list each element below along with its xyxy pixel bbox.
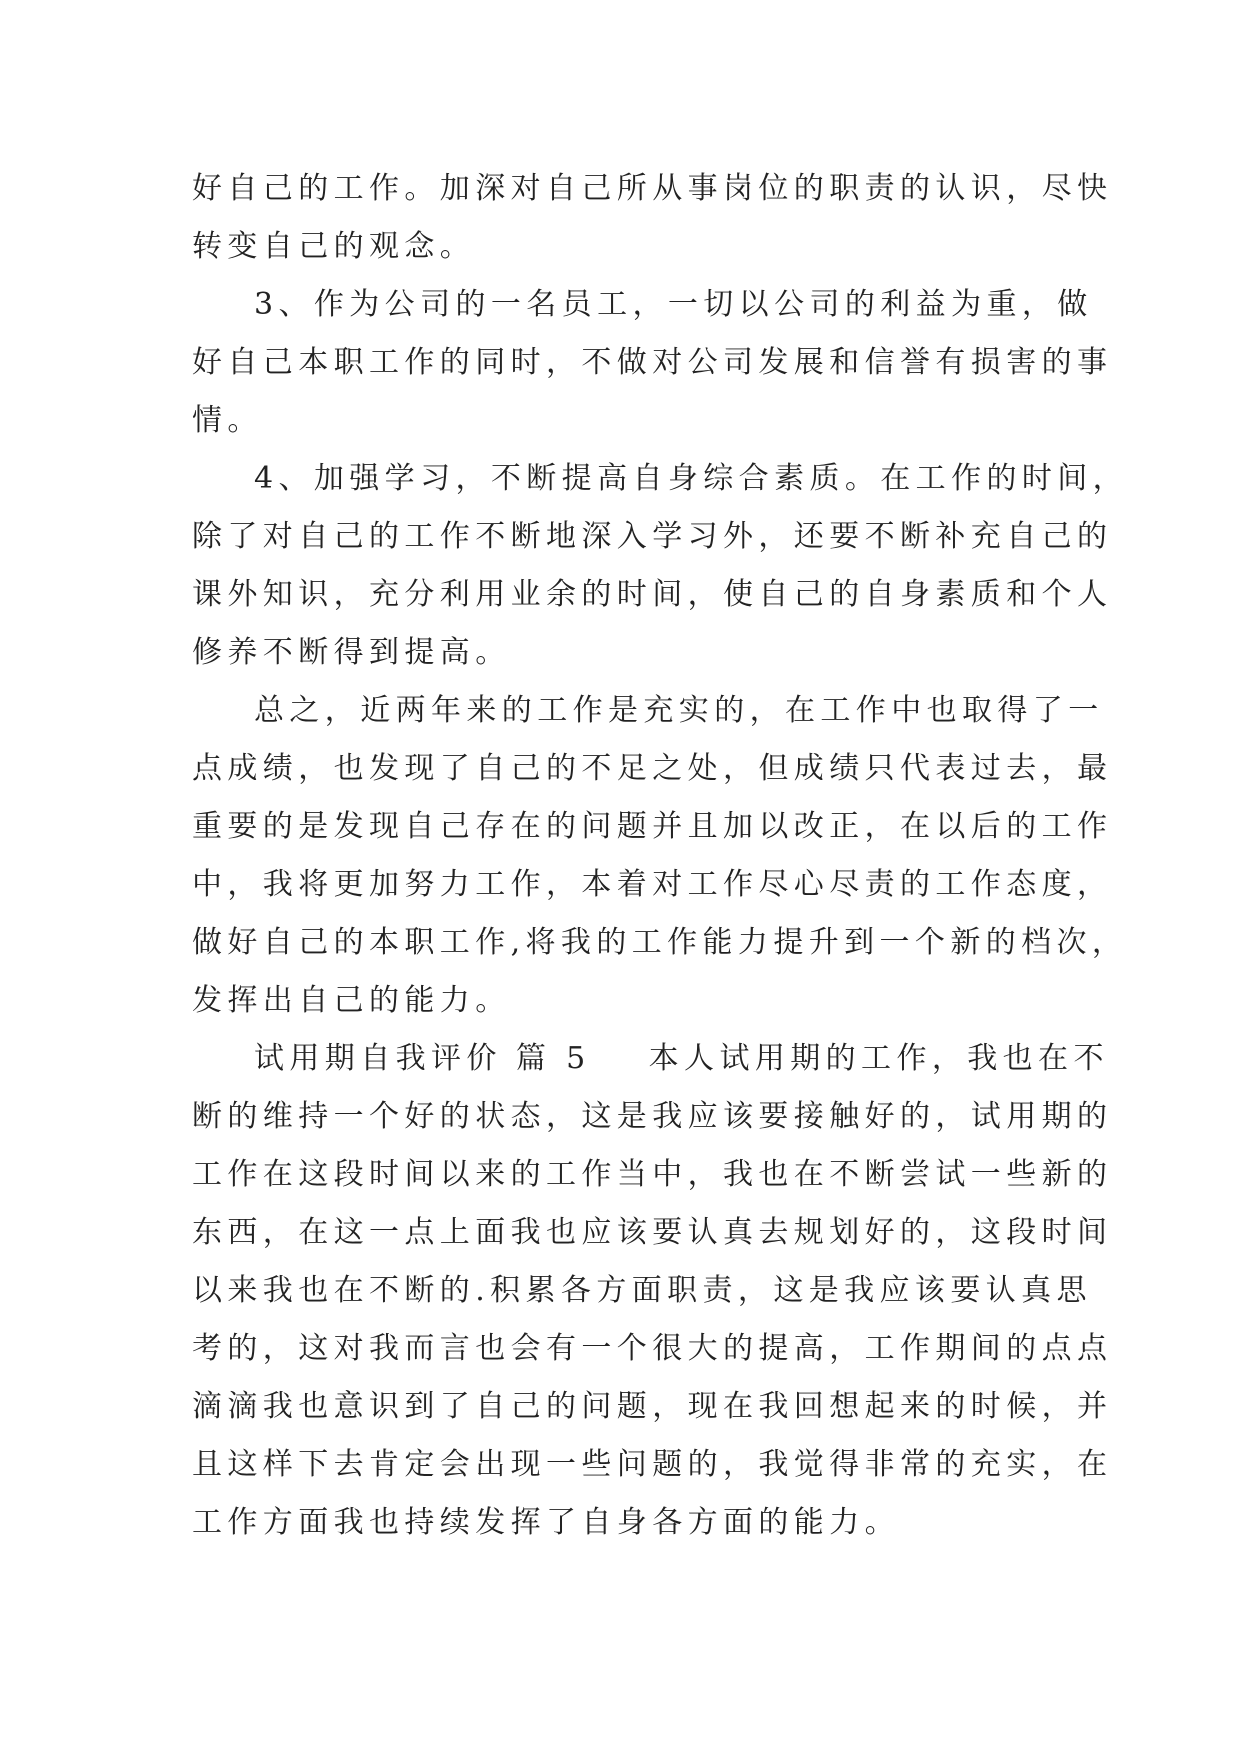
- text-line: 做好自己的本职工作,将我的工作能力提升到一个新的档次，: [192, 925, 1128, 960]
- section-first-line-text: 本人试用期的工作，我也在不: [648, 1041, 1109, 1076]
- text-line: 转变自己的观念。: [192, 229, 476, 264]
- text-line: 断的维持一个好的状态，这是我应该要接触好的，试用期的: [192, 1099, 1113, 1134]
- text-line: 除了对自己的工作不断地深入学习外，还要不断补充自己的: [192, 519, 1113, 554]
- text-line: 好自己的工作。加深对自己所从事岗位的职责的认识，尽快: [192, 171, 1113, 206]
- text-line: 总之，近两年来的工作是充实的，在工作中也取得了一: [254, 693, 1104, 728]
- body-text: [192, 160, 1129, 1552]
- text-line: 修养不断得到提高。: [192, 635, 511, 670]
- section-heading-number: 篇 5: [515, 1041, 591, 1076]
- text-line: 情。: [192, 403, 263, 438]
- text-line: 以来我也在不断的.积累各方面职责，这是我应该要认真思: [192, 1273, 1092, 1308]
- paragraph-summary: [192, 682, 1128, 1030]
- text-line: 工作方面我也持续发挥了自身各方面的能力。: [192, 1505, 900, 1540]
- text-line: 东西，在这一点上面我也应该要认真去规划好的，这段时间: [192, 1215, 1113, 1250]
- text-line: 考的，这对我而言也会有一个很大的提高，工作期间的点点: [192, 1331, 1113, 1366]
- text-line: 4、加强学习，不断提高自身综合素质。在工作的时间，: [254, 461, 1129, 496]
- text-line: 点成绩，也发现了自己的不足之处，但成绩只代表过去，最: [192, 751, 1113, 786]
- text-line: 中，我将更加努力工作，本着对工作尽心尽责的工作态度，: [192, 867, 1113, 902]
- section-5: [192, 1030, 1113, 1552]
- paragraph-4: [192, 450, 1129, 682]
- text-line: 工作在这段时间以来的工作当中，我也在不断尝试一些新的: [192, 1157, 1113, 1192]
- text-line: 好自己本职工作的同时，不做对公司发展和信誉有损害的事: [192, 345, 1113, 380]
- paragraph-2-tail: [192, 160, 1113, 276]
- section-heading-title: 试用期自我评价: [254, 1041, 502, 1076]
- text-line: 发挥出自己的能力。: [192, 983, 511, 1018]
- text-line: 重要的是发现自己存在的问题并且加以改正，在以后的工作: [192, 809, 1113, 844]
- text-line: 滴滴我也意识到了自己的问题，现在我回想起来的时候，并: [192, 1389, 1113, 1424]
- text-line: 3、作为公司的一名员工，一切以公司的利益为重，做: [254, 287, 1093, 322]
- text-line: 课外知识，充分利用业余的时间，使自己的自身素质和个人: [192, 577, 1113, 612]
- section-5-first-line: [192, 1030, 1109, 1088]
- paragraph-3: [192, 276, 1113, 450]
- text-line: 且这样下去肯定会出现一些问题的，我觉得非常的充实，在: [192, 1447, 1113, 1482]
